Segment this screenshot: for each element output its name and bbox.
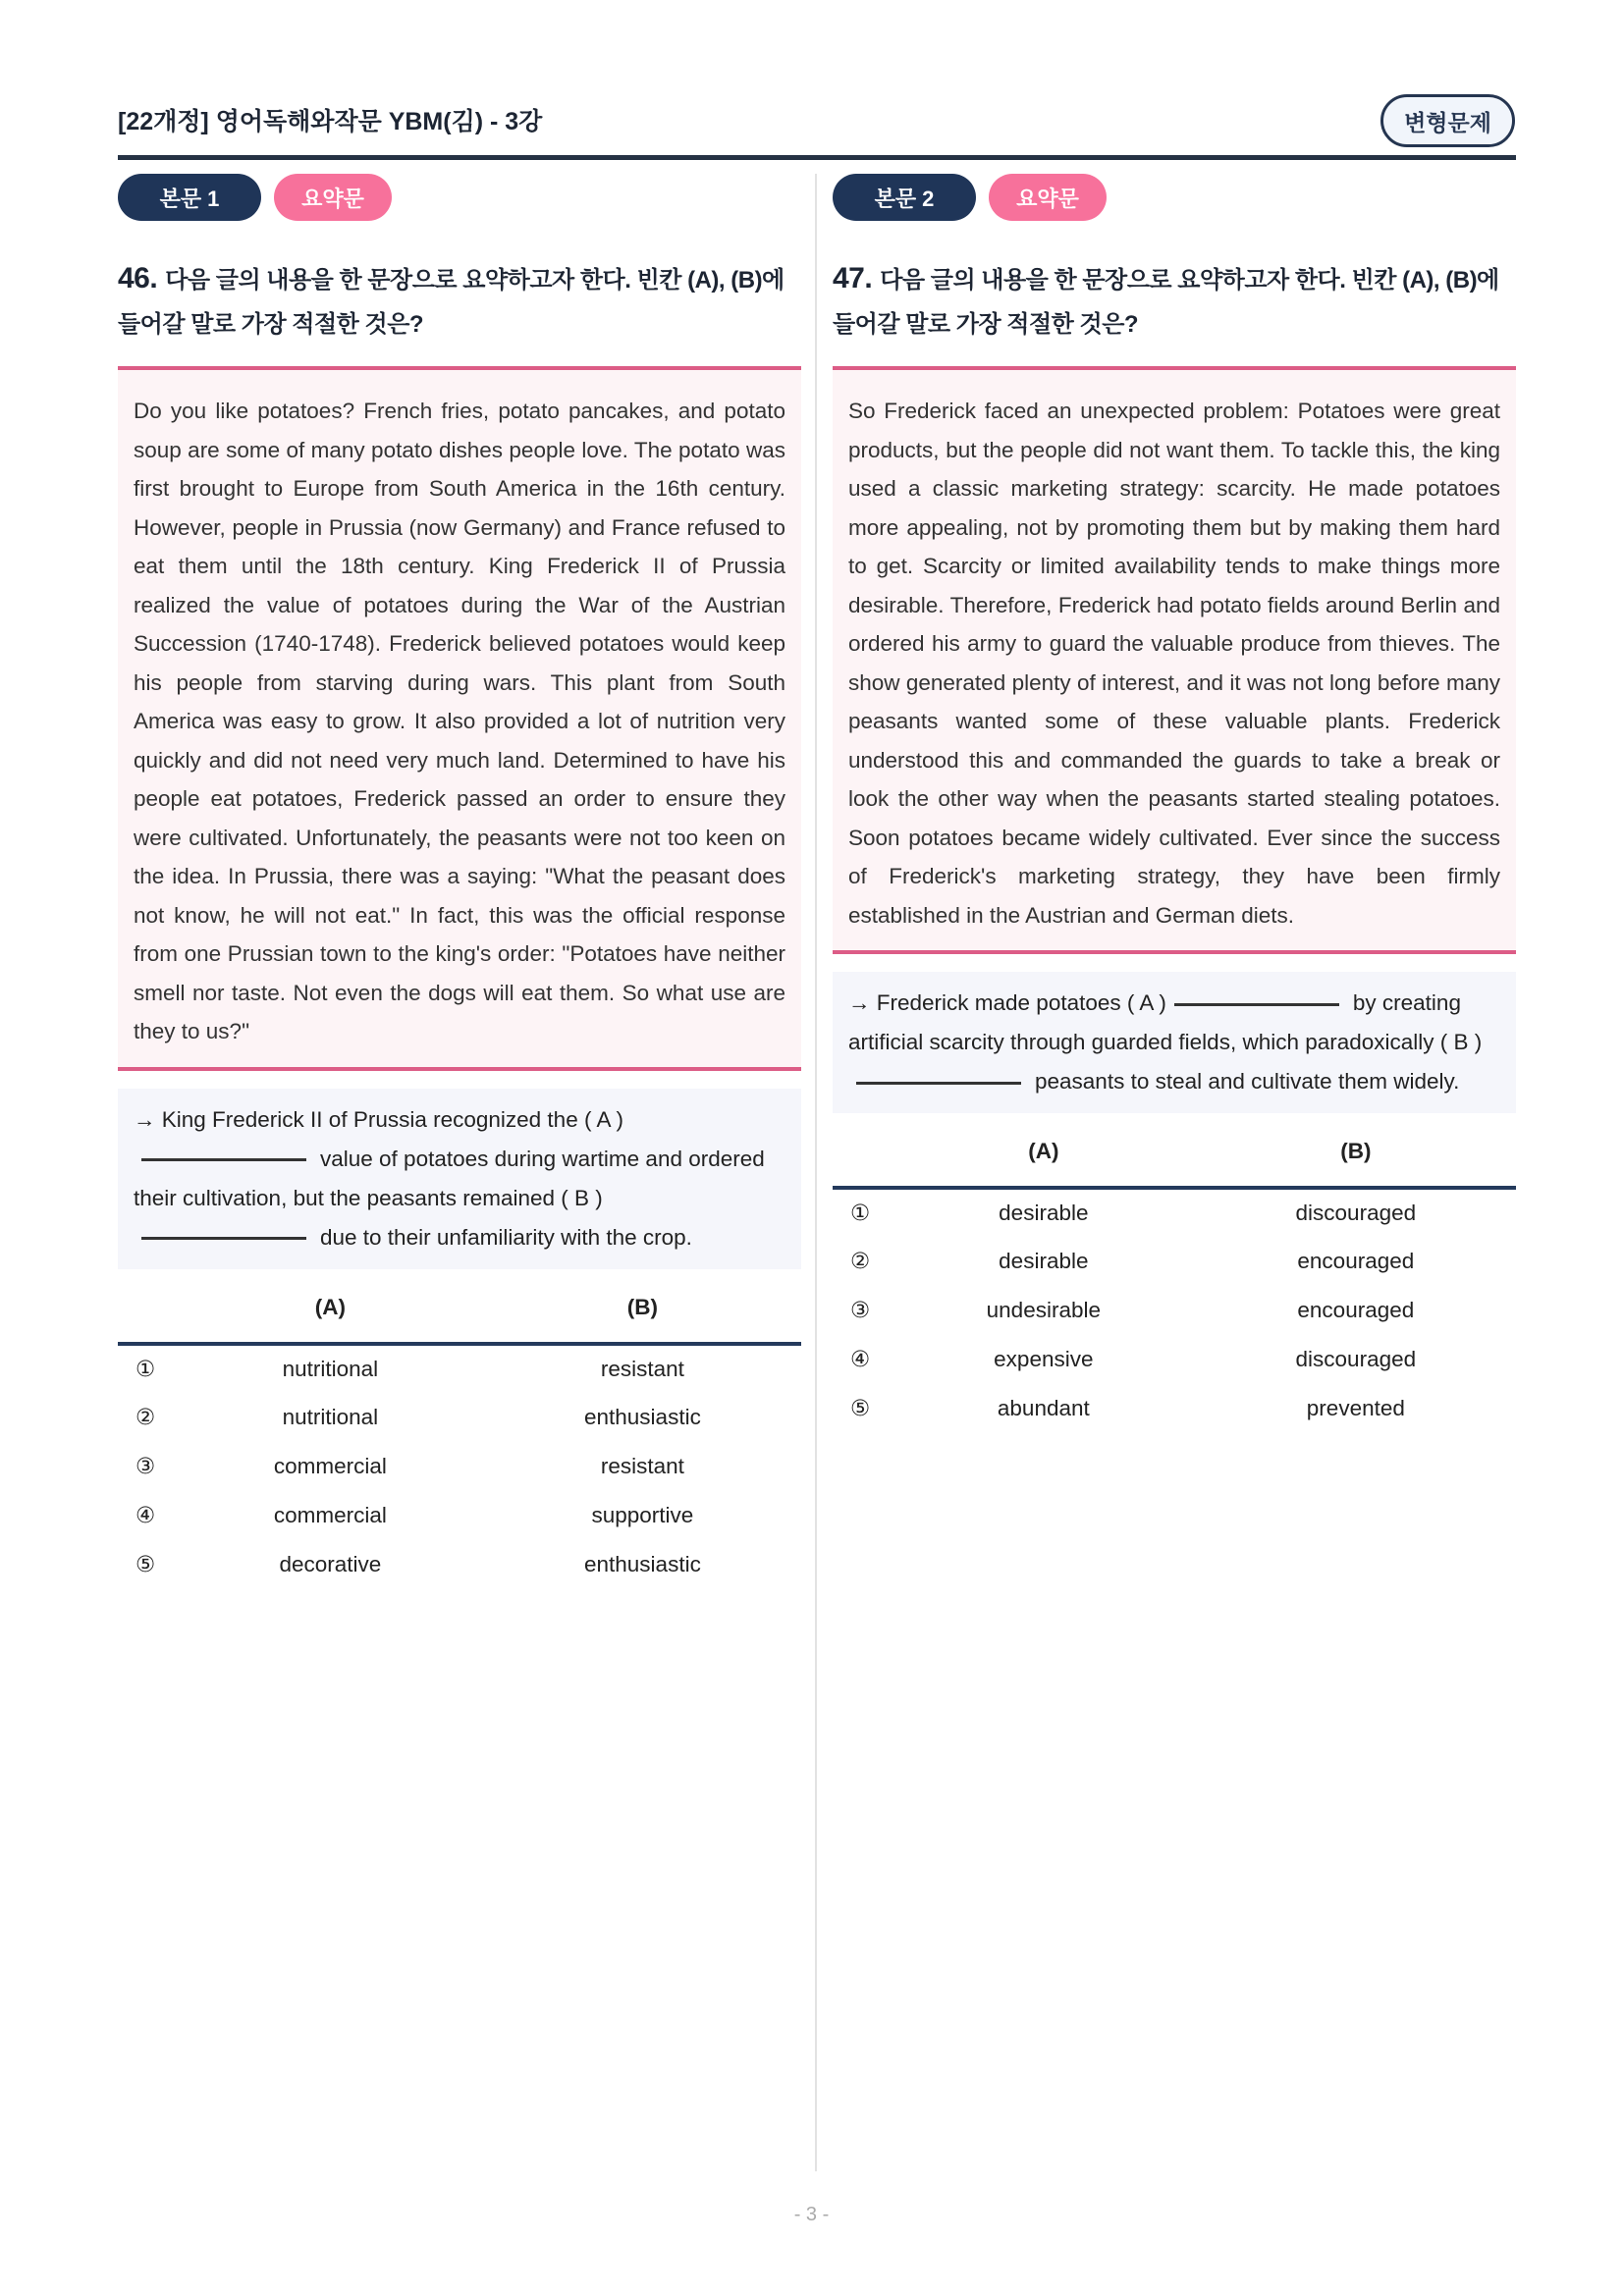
summary-box — [118, 1089, 801, 1269]
page-number: - 3 - — [793, 2204, 830, 2225]
summary-text: → King Frederick II of Prussia recognized the ( A ) — [134, 1106, 623, 1132]
passage: Do you like potatoes? French fries, potato pancakes, and potato soup are some of many potato dishes people love. The potato was first brought to Europe from South America in the 16th century. However, people in Prussia (now Germany) and France refused to eat them until the 18th century. King Frederick II of Prussia realized the value of potatoes during the War of the Austrian Succession (1740-1748). Frederick believed potatoes would keep his people from starving during wars. This plant from South America was easy to grow. It also provided a lot of nutrition very quickly and did not need very much land. Determined to have his people eat potatoes, Frederick passed an order to ensure they were cultivated. Unfortunately, the peasants were not too keen on the idea. In Prussia, there was a saying: "What the peasant does not know, he will not eat." In fact, this was the official response from one Prussian town to the king's order: "Potatoes have neither smell nor taste. Not even the dogs will eat them. So what use are they to us?" — [118, 366, 801, 1071]
option-a: decorative — [279, 1551, 382, 1576]
variant-badge: 변형문제 — [1380, 94, 1515, 147]
option-a: desirable — [999, 1249, 1089, 1273]
header-b: (B) — [484, 1295, 801, 1344]
summary-text: by creating artificial scarcity through guarded fields, which paradoxically ( B ) — [848, 990, 1483, 1054]
question-prompt — [833, 256, 1516, 347]
summary-text: → Frederick made potatoes ( A ) — [848, 990, 1166, 1015]
option-row[interactable] — [833, 1286, 1516, 1335]
header-b: (B) — [1196, 1139, 1516, 1188]
option-b: prevented — [1306, 1396, 1405, 1420]
options-table — [118, 1295, 801, 1589]
blank-a — [141, 1158, 306, 1161]
option-row[interactable] — [118, 1344, 801, 1393]
option-number: ① — [135, 1356, 156, 1381]
question-number: 46. — [118, 262, 158, 294]
question-46 — [118, 174, 801, 1589]
question-47 — [833, 174, 1516, 1433]
option-b: encouraged — [1297, 1249, 1415, 1273]
options-table — [833, 1139, 1516, 1433]
header-a: (A) — [177, 1295, 484, 1344]
blank-b — [141, 1237, 306, 1240]
option-a: commercial — [273, 1502, 387, 1527]
question-number: 47. — [833, 262, 873, 294]
page-title: [22개정] 영어독해와작문 YBM(김) - 3강 — [118, 108, 543, 135]
type-tag: 요약문 — [989, 174, 1107, 221]
option-row[interactable] — [833, 1335, 1516, 1384]
blank-a — [1174, 1003, 1339, 1006]
option-number: ④ — [135, 1502, 156, 1527]
option-a: desirable — [999, 1201, 1089, 1225]
header-rule — [118, 155, 1516, 160]
option-row[interactable] — [833, 1237, 1516, 1286]
option-number: ⑤ — [850, 1396, 871, 1420]
passage: So Frederick faced an unexpected problem: Potatoes were great products, but the people did not want them. To tackle this, the king used a classic marketing strategy: scarcity. He made potatoes more appealing, not by promoting them but by making them hard to get. Scarcity or limited availability tends to make things more desirable. Therefore, Frederick had potato fields around Berlin and ordered his army to guard the valuable produce from thieves. The show generated plenty of interest, and it was not long before many peasants wanted some of these valuable plants. Frederick understood this and commanded the guards to take a break or look the other way when the peasants started stealing potatoes. Soon potatoes became widely cultivated. Ever since the success of Frederick's marketing strategy, they have been firmly established in the Austrian and German diets. — [833, 366, 1516, 954]
blank-b — [856, 1082, 1021, 1085]
option-a: abundant — [997, 1396, 1090, 1420]
option-a: commercial — [273, 1453, 387, 1478]
summary-text: value of potatoes during wartime and ordered their cultivation, but the peasants remained ( B ) — [134, 1146, 765, 1210]
option-a: expensive — [994, 1347, 1094, 1371]
option-b: encouraged — [1297, 1298, 1415, 1322]
question-prompt — [118, 256, 801, 347]
option-number: ⑤ — [135, 1551, 156, 1576]
passage-tag: 본문 2 — [833, 174, 976, 221]
summary-text: due to their unfamiliarity with the crop. — [320, 1224, 692, 1250]
option-a: nutritional — [282, 1404, 379, 1429]
option-a: undesirable — [986, 1298, 1101, 1322]
option-row[interactable] — [118, 1393, 801, 1442]
prompt-text: 다음 글의 내용을 한 문장으로 요약하고자 한다. 빈칸 (A), (B)에 들어갈 말로 가장 적절한 것은? — [833, 267, 1499, 338]
prompt-text: 다음 글의 내용을 한 문장으로 요약하고자 한다. 빈칸 (A), (B)에 들어갈 말로 가장 적절한 것은? — [118, 267, 784, 338]
option-b: enthusiastic — [584, 1404, 701, 1429]
option-row[interactable] — [118, 1491, 801, 1540]
option-number: ③ — [850, 1298, 871, 1322]
option-number: ③ — [135, 1453, 156, 1478]
passage-tag: 본문 1 — [118, 174, 261, 221]
option-a: nutritional — [282, 1356, 379, 1381]
option-b: discouraged — [1295, 1201, 1417, 1225]
option-b: supportive — [591, 1502, 694, 1527]
option-b: resistant — [600, 1453, 684, 1478]
summary-text: peasants to steal and cultivate them widely. — [1035, 1069, 1460, 1094]
summary-box — [833, 972, 1516, 1113]
header-a: (A) — [892, 1139, 1196, 1188]
option-b: enthusiastic — [584, 1551, 701, 1576]
option-number: ④ — [850, 1347, 871, 1371]
option-row[interactable] — [833, 1188, 1516, 1237]
option-number: ② — [850, 1249, 871, 1273]
column-divider — [815, 174, 817, 2171]
option-b: resistant — [600, 1356, 684, 1381]
type-tag: 요약문 — [274, 174, 392, 221]
option-b: discouraged — [1295, 1347, 1417, 1371]
option-number: ① — [850, 1201, 871, 1225]
option-number: ② — [135, 1404, 156, 1429]
option-row[interactable] — [118, 1540, 801, 1589]
option-row[interactable] — [118, 1442, 801, 1491]
option-row[interactable] — [833, 1384, 1516, 1433]
